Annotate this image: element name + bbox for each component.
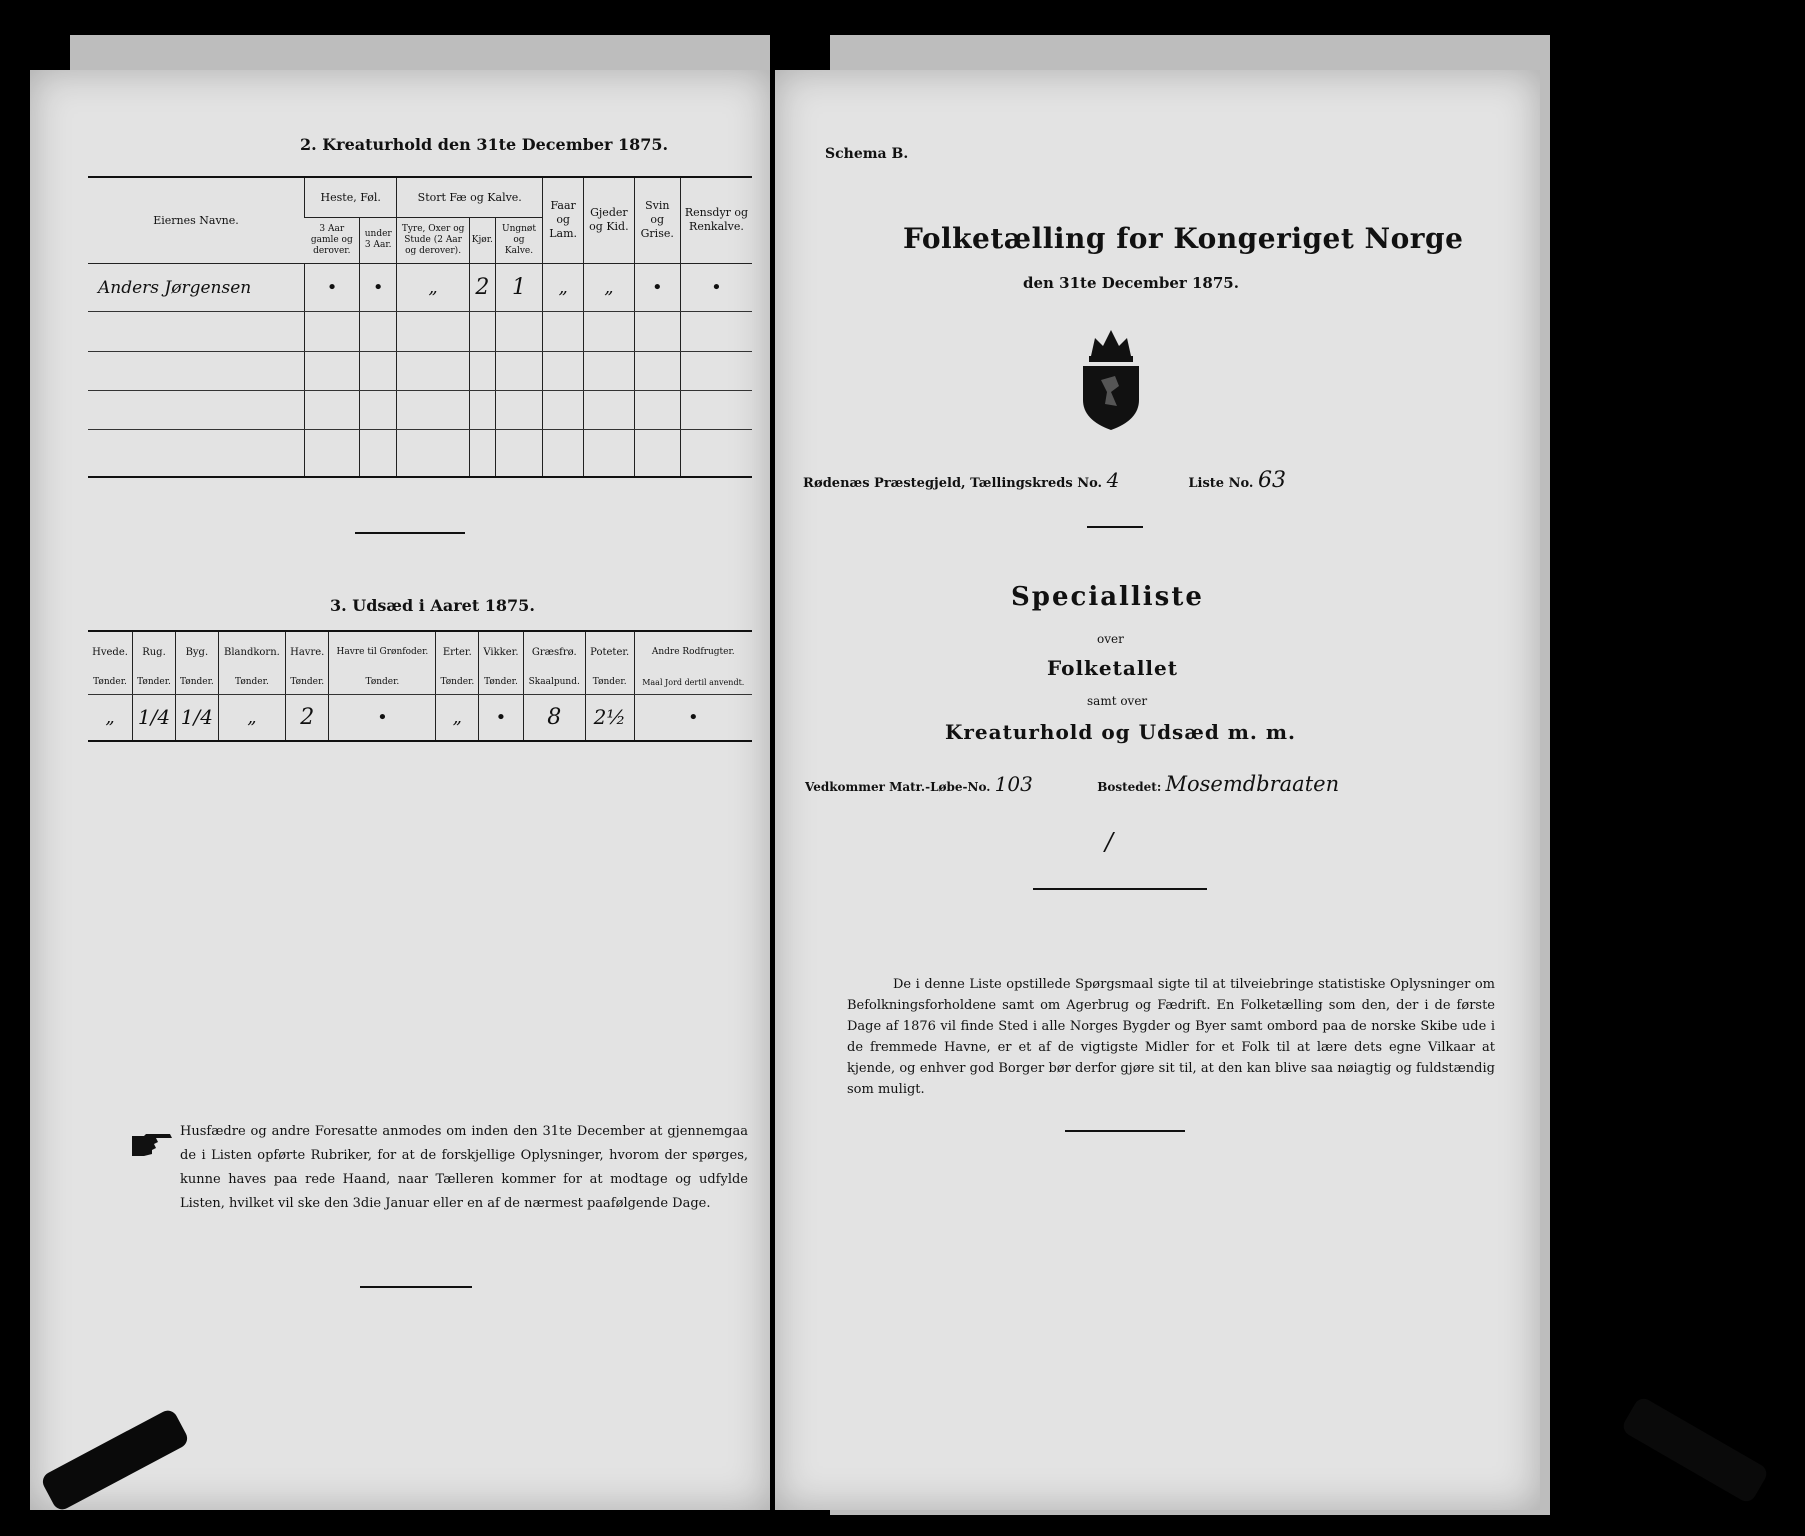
matr-line <box>805 772 1525 796</box>
sow-col-potatoes: Poteter. <box>585 632 634 672</box>
sow-value: • <box>329 694 436 740</box>
table-row <box>88 312 752 351</box>
divider <box>355 532 465 534</box>
pointing-hand-icon <box>130 1132 174 1158</box>
sow-col-vetch: Vikker. <box>479 632 523 672</box>
cell-value: „ <box>584 263 634 312</box>
col-horses-young: under 3 Aar. <box>360 217 397 263</box>
col-bulls: Tyre, Oxer og Stude (2 Aar og derover). <box>397 217 469 263</box>
cell-value: „ <box>543 263 584 312</box>
sow-unit: Tønder. <box>585 672 634 694</box>
sow-col-oats: Havre. <box>286 632 329 672</box>
col-horses-old: 3 Aar gamle og derover. <box>305 217 360 263</box>
sowing-table <box>88 632 752 740</box>
sow-unit: Tønder. <box>479 672 523 694</box>
cell-value: • <box>305 263 360 312</box>
sow-value: • <box>479 694 523 740</box>
sow-unit: Tønder. <box>175 672 218 694</box>
left-page <box>30 70 770 1510</box>
col-goats: Gjeder og Kid. <box>584 178 634 263</box>
divider <box>1087 526 1143 528</box>
col-cows: Kjør. <box>469 217 495 263</box>
schema-label: Schema B. <box>825 146 909 162</box>
sow-value: 1/4 <box>175 694 218 740</box>
table-row <box>88 263 752 312</box>
sow-col-wheat: Hvede. <box>92 646 128 658</box>
sow-col-fodder-oats: Havre til Grønfoder. <box>329 632 436 672</box>
table-row <box>88 430 752 476</box>
livestock-heading: 2. Kreaturhold den 31te December 1875. <box>300 135 669 154</box>
list-value: 63 <box>1257 468 1286 493</box>
bosted-label: Bostedet: <box>1097 780 1162 794</box>
cell-value: • <box>634 263 680 312</box>
col-pigs: Svin og Grise. <box>634 178 680 263</box>
sow-value: „ <box>88 694 133 740</box>
circle-value: 4 <box>1106 468 1120 492</box>
col-sheep: Faar og Lam. <box>543 178 584 263</box>
sow-col-grass-seed: Græsfrø. <box>523 632 585 672</box>
census-title: Folketælling for Kongeriget Norge <box>903 222 1464 255</box>
sow-col-rye: Rug. <box>133 632 176 672</box>
sow-unit: Tønder. <box>133 672 176 694</box>
sow-value: • <box>634 694 752 740</box>
circle-label: Tællingskreds No. <box>970 476 1103 491</box>
divider <box>1033 888 1207 890</box>
matr-label: Vedkommer Matr.-Løbe-No. <box>805 780 991 794</box>
sow-value: „ <box>436 694 479 740</box>
sow-unit: Maal Jord dertil anvendt. <box>634 672 752 694</box>
table-row <box>88 390 752 429</box>
cell-value: • <box>360 263 397 312</box>
list-label: Liste No. <box>1188 476 1254 491</box>
livestock-table <box>88 178 752 476</box>
sowing-heading: 3. Udsæd i Aaret 1875. <box>330 596 535 615</box>
sow-unit: Skaalpund. <box>523 672 585 694</box>
owner-name: Anders Jørgensen <box>88 263 305 312</box>
sow-value: „ <box>218 694 285 740</box>
owner-header: Eiernes Navne. <box>153 213 239 227</box>
census-date: den 31te December 1875. <box>1023 274 1239 292</box>
cell-value: „ <box>397 263 469 312</box>
sow-col-barley: Byg. <box>175 632 218 672</box>
parish-label: Rødenæs Præstegjeld, <box>803 476 966 491</box>
sow-col-other-roots: Andre Rodfrugter. <box>634 632 752 672</box>
col-calves: Ungnøt og Kalve. <box>495 217 542 263</box>
sow-unit: Tønder. <box>329 672 436 694</box>
horses-group-header: Heste, Føl. <box>305 178 397 217</box>
matr-value: 103 <box>994 772 1033 796</box>
divider <box>1065 1130 1185 1132</box>
sow-value: 2 <box>286 694 329 740</box>
intro-paragraph: De i denne Liste opstillede Spørgsmaal sigte til at tilveiebringe statistiske Oplysninger om Befolkningsforholdene samt om Agerbrug og Fædrift. En Folketælling som den, der i de første Dage af 1876 vil finde Sted i alle Norges Bygder og Byer samt ombord paa de norske Skibe ude i de fremmede Havne, er et af de vigtigste Midler for et Folk til at lære dets egne Vilkaar at kjende, og enhver god Borger bør derfor gjøre sit til, at den kan blive saa nøiagtig og fuldstændig som muligt. <box>847 977 1495 1097</box>
sow-unit: Tønder. <box>88 672 133 694</box>
tick-mark: / <box>1105 828 1114 856</box>
sow-col-mixed: Blandkorn. <box>218 632 285 672</box>
sow-unit: Tønder. <box>218 672 285 694</box>
cattle-group-header: Stort Fæ og Kalve. <box>397 178 543 217</box>
clip-right <box>1620 1395 1770 1505</box>
cell-value: 1 <box>495 263 542 312</box>
kreaturhold-heading: Kreaturhold og Udsæd m. m. <box>945 720 1296 744</box>
right-page <box>775 70 1540 1510</box>
divider <box>360 1286 472 1288</box>
folketallet-heading: Folketallet <box>1047 656 1178 680</box>
specialliste-heading: Specialliste <box>1011 582 1204 612</box>
district-line <box>803 468 1523 493</box>
sow-value: 8 <box>523 694 585 740</box>
sow-unit: Tønder. <box>436 672 479 694</box>
bosted-value: Mosemdbraaten <box>1165 772 1340 796</box>
notice-text: Husfædre og andre Foresatte anmodes om inden den 31te December at gjennemgaa de i Listen opførte Rubriker, for at de forskjellige Oplysninger, hvorom der spørges, kunne haves paa rede Haand, naar Tælleren kommer for at modtage og udfylde Listen, hvilket vil ske den 3die Januar eller en af de nærmest paafølgende Dage. <box>180 1124 748 1211</box>
sow-col-peas: Erter. <box>436 632 479 672</box>
table-row <box>88 351 752 390</box>
samt-over-text: samt over <box>1087 694 1148 708</box>
cell-value: 2 <box>469 263 495 312</box>
table-row <box>88 694 752 740</box>
sow-value: 2½ <box>585 694 634 740</box>
col-reindeer: Rensdyr og Renkalve. <box>680 178 752 263</box>
coat-of-arms-icon <box>1075 320 1147 432</box>
cell-value: • <box>680 263 752 312</box>
over-text-1: over <box>1097 632 1124 646</box>
sow-unit: Tønder. <box>286 672 329 694</box>
sow-value: 1/4 <box>133 694 176 740</box>
